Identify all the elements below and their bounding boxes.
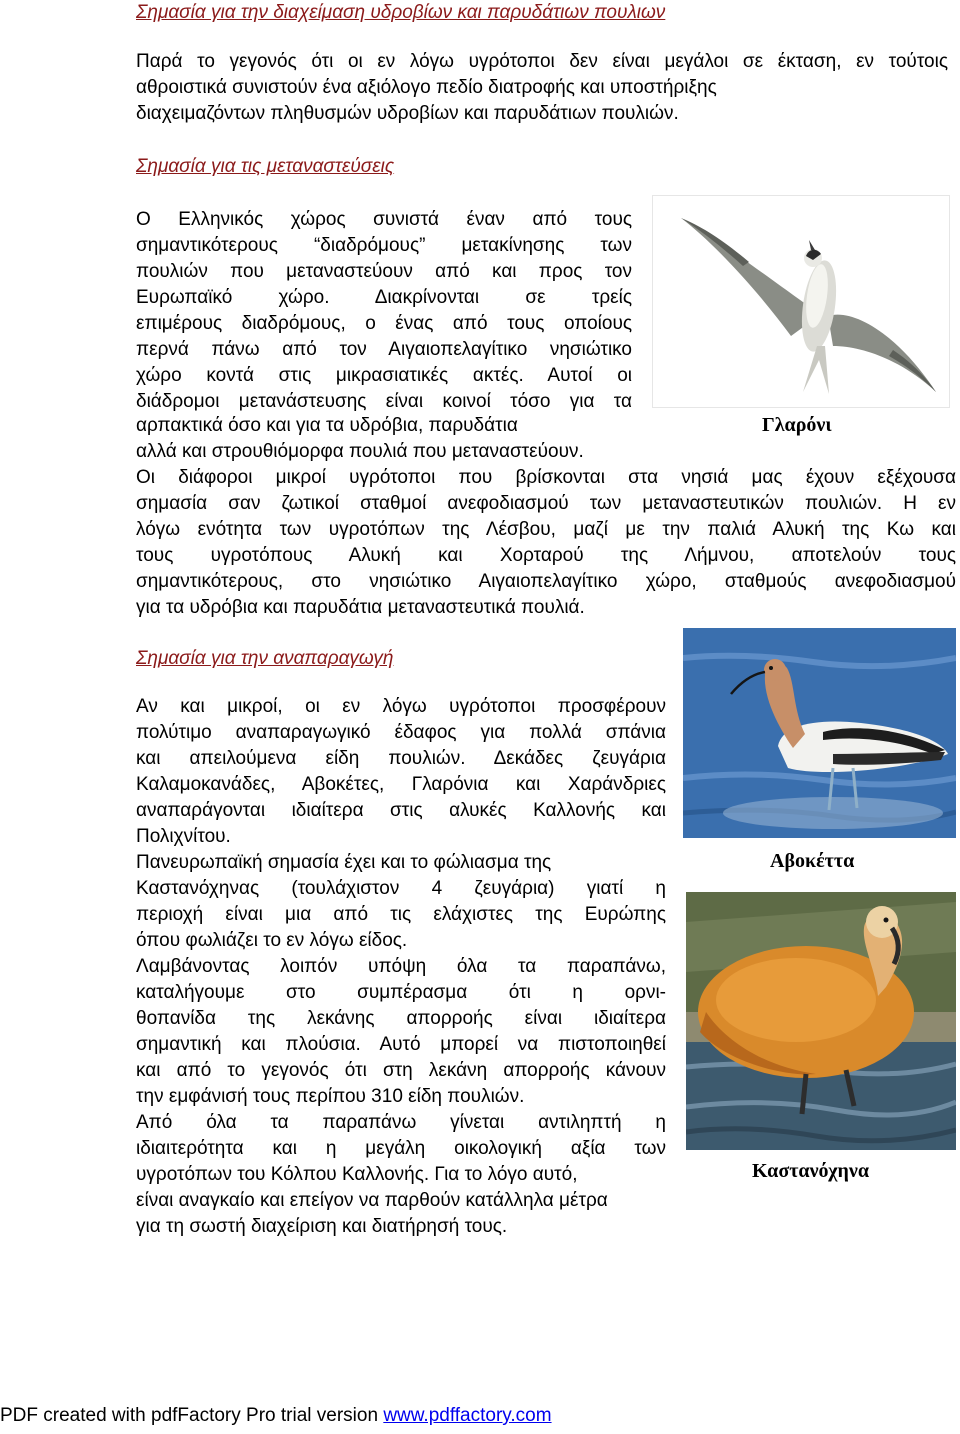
caption-shelduck: Καστανόχηνα (752, 1160, 869, 1182)
paragraph-line: σημαντικότερους “διαδρόμους” μετακίνησης των (136, 235, 632, 256)
paragraph-line: Ευρωπαϊκό χώρο. Διακρίνονται σε τρείς (136, 287, 632, 308)
paragraph-line: αθροιστικά συνιστούν ένα αξιόλογο πεδίο διατροφής και υποστήριξης (136, 77, 717, 98)
paragraph-line: αλλά και στρουθιόμορφα πουλιά που μεταναστεύουν. (136, 441, 584, 462)
paragraph-line: θοπανίδα της λεκάνης απορροής είναι ιδιαίτερα (136, 1008, 666, 1029)
shelduck-photo (686, 892, 956, 1150)
paragraph-line: διάδρομοι μετανάστευσης είναι κοινοί τόσο για τα (136, 391, 632, 412)
paragraph-line: πουλιών που μεταναστεύουν από και προς τον (136, 261, 632, 282)
paragraph-line: χώρο κοντά στις μικρασιατικές ακτές. Αυτοί οι (136, 365, 632, 386)
paragraph-line: υγροτόπων του Κόλπου Καλλονής. Για το λόγο αυτό, (136, 1164, 578, 1185)
paragraph-line: Από όλα τα παραπάνω γίνεται αντιληπτή η (136, 1112, 666, 1133)
paragraph-line: και από το γεγονός ότι στη λεκάνη απορροής κάνουν (136, 1060, 666, 1081)
paragraph-line: περνά πάνω από τον Αιγαιοπελαγίτικο νησιώτικο (136, 339, 632, 360)
paragraph-line: αρπακτικά όσο και για τα υδρόβια, παρυδάτια (136, 415, 518, 436)
tern-illustration (653, 196, 949, 407)
paragraph-line: Πολιχνίτου. (136, 826, 231, 847)
paragraph-line: Παρά το γεγονός ότι οι εν λόγω υγρότοποι δεν είναι μεγάλοι σε έκταση, εν τούτοις (136, 51, 948, 72)
pdf-footer (0, 1405, 552, 1427)
section-heading-wintering: Σημασία για την διαχείμαση υδροβίων και παρυδάτιων πουλιων (136, 2, 666, 23)
paragraph-line: Καστανόχηνας (τουλάχιστον 4 ζευγάρια) γιατί η (136, 878, 666, 899)
paragraph-line: για τη σωστή διαχείριση και διατήρησή τους. (136, 1216, 508, 1237)
paragraph-line: καταλήγουμε στο συμπέρασμα ότι η ορνι- (136, 982, 666, 1003)
paragraph-line: πολύτιμο αναπαραγωγικό έδαφος για πολλά σπάνια (136, 722, 666, 743)
paragraph-line: τους υγροτόπους Αλυκή και Χορταρού της Λήμνου, αποτελούν τους (136, 545, 956, 566)
avocet-illustration (683, 628, 956, 838)
paragraph-line: είναι αναγκαίο και επείγον να παρθούν κατάλληλα μέτρα (136, 1190, 608, 1211)
paragraph-line: Καλαμοκανάδες, Αβοκέτες, Γλαρόνια και Χαράνδριες (136, 774, 666, 795)
paragraph-line: σημαντικότερους, στο νησιώτικο Αιγαιοπελαγίτικο χώρο, σταθμούς ανεφοδιασμού (136, 571, 956, 592)
paragraph-line: σημαντική και πλούσια. Αυτό μπορεί να πιστοποιηθεί (136, 1034, 666, 1055)
caption-avocet: Αβοκέττα (770, 850, 855, 872)
paragraph-line: όπου φωλιάζει το εν λόγω είδος. (136, 930, 408, 951)
paragraph-line: Ο Ελληνικός χώρος συνιστά έναν από τους (136, 209, 632, 230)
paragraph-line: Λαμβάνοντας λοιπόν υπόψη όλα τα παραπάνω, (136, 956, 666, 977)
paragraph-line: επιμέρους διαδρόμους, ο ένας από τους οποίους (136, 313, 632, 334)
paragraph-line: για τα υδρόβια και παρυδάτια μεταναστευτικά πουλιά. (136, 597, 585, 618)
tern-photo (652, 195, 950, 408)
paragraph-line: περιοχή είναι μια από τις ελάχιστες της Ευρώπης (136, 904, 666, 925)
footer-link[interactable]: www.pdffactory.com (383, 1405, 552, 1426)
section-heading-migration: Σημασία για τις μεταναστεύσεις (136, 156, 395, 177)
caption-tern: Γλαρόνι (762, 414, 832, 436)
paragraph-line: Οι διάφοροι μικροί υγρότοποι που βρίσκονται στα νησιά μας έχουν εξέχουσα (136, 467, 956, 488)
paragraph-line: ιδιαιτερότητα και η μεγάλη οικολογική αξία των (136, 1138, 666, 1159)
footer-text: PDF created with pdfFactory Pro trial version (0, 1405, 384, 1426)
paragraph-line: και απειλούμενα είδη πουλιών. Δεκάδες ζευγάρια (136, 748, 666, 769)
paragraph-line: αναπαράγονται ιδιαίτερα στις αλυκές Καλλονής και (136, 800, 666, 821)
paragraph-line: διαχειμαζόντων πληθυσμών υδροβίων και παρυδάτιων πουλιών. (136, 103, 679, 124)
paragraph-line: την εμφάνισή τους περίπου 310 είδη πουλιών. (136, 1086, 525, 1107)
section-heading-breeding: Σημασία για την αναπαραγωγή (136, 648, 394, 669)
paragraph-line: Πανευρωπαϊκή σημασία έχει και το φώλιασμα της (136, 852, 552, 873)
paragraph-line: Αν και μικροί, οι εν λόγω υγρότοποι προσφέρουν (136, 696, 666, 717)
paragraph-line: λόγω ενότητα των υγροτόπων της Λέσβου, μαζί με την παλιά Αλυκή της Κω και (136, 519, 956, 540)
avocet-photo (683, 628, 956, 838)
shelduck-illustration (686, 892, 956, 1150)
paragraph-line: σημασία σαν ζωτικοί σταθμοί ανεφοδιασμού των μεταναστευτικών πουλιών. Η εν (136, 493, 956, 514)
